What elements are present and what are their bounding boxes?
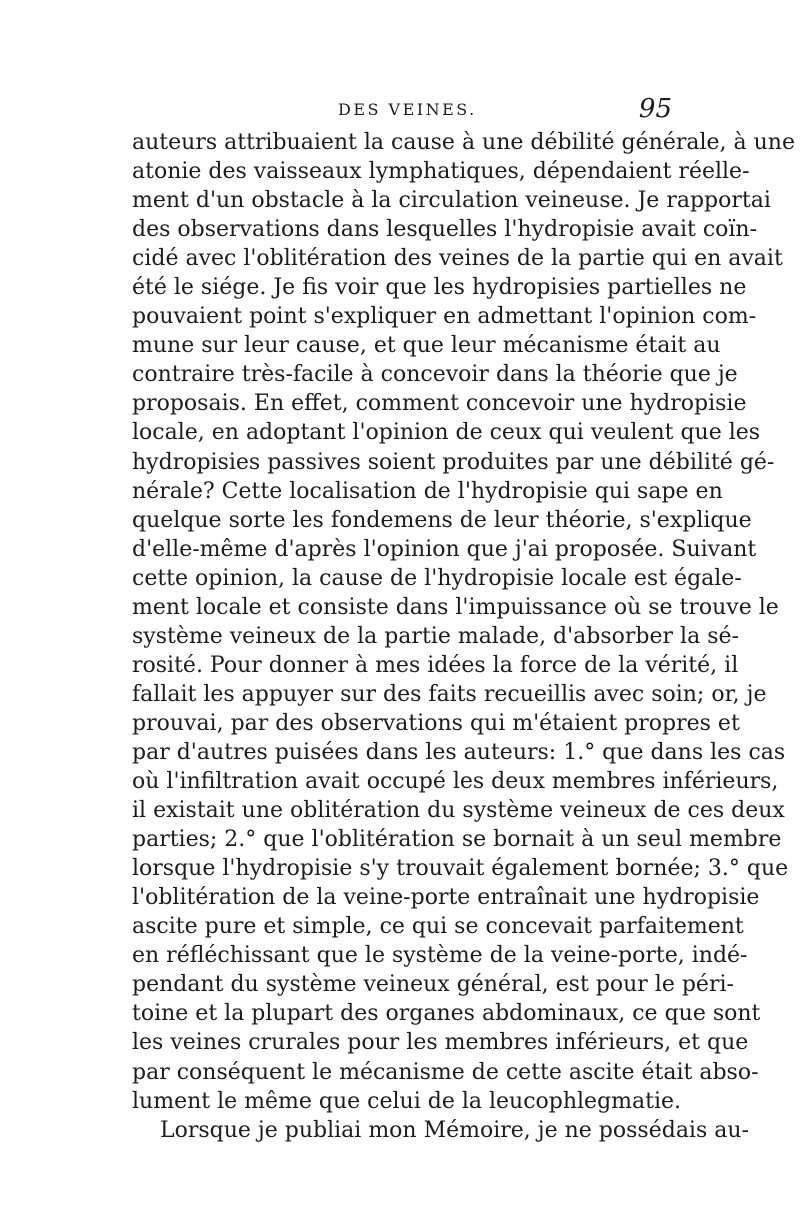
text-line: par d'autres puisées dans les auteurs: 1.° que dans les cas	[132, 739, 786, 765]
text-line: nérale? Cette localisation de l'hydropisie qui sape en	[132, 478, 723, 504]
text-line: ascite pure et simple, ce qui se concevait parfaitement	[132, 914, 744, 940]
text-line: locale, en adoptant l'opinion de ceux qui veulent que les	[132, 420, 761, 446]
text-line: cette opinion, la cause de l'hydropisie locale est égale-	[132, 565, 742, 591]
text-line: prouvai, par des observations qui m'étaient propres et	[132, 710, 740, 736]
text-line: pendant du système veineux général, est pour le péri-	[132, 972, 734, 998]
text-line: contraire très-facile à concevoir dans la théorie que je	[132, 362, 738, 388]
page-number: 95	[638, 94, 672, 124]
text-line: hydropisies passives soient produites par une débilité gé-	[132, 449, 775, 475]
text-line: proposais. En effet, comment concevoir une hydropisie	[132, 391, 747, 417]
text-line: où l'infiltration avait occupé les deux membres inférieurs,	[132, 769, 779, 795]
text-line: toine et la plupart des organes abdominaux, ce que sont	[132, 1001, 761, 1027]
text-line: lument le même que celui de la leucophlegmatie.	[132, 1088, 682, 1114]
text-line: cidé avec l'oblitération des veines de la partie qui en avait	[132, 246, 783, 272]
text-line: les veines crurales pour les membres inférieurs, et que	[132, 1030, 749, 1056]
text-line: ment d'un obstacle à la circulation veineuse. Je rapportai	[132, 188, 771, 214]
text-line: des observations dans lesquelles l'hydropisie avait coïn-	[132, 217, 758, 243]
text-line: fallait les appuyer sur des faits recueillis avec soin; or, je	[132, 681, 767, 707]
text-line: système veineux de la partie malade, d'absorber la sé-	[132, 623, 739, 649]
text-line: quelque sorte les fondemens de leur théorie, s'explique	[132, 507, 752, 533]
text-line: d'elle-même d'après l'opinion que j'ai proposée. Suivant	[132, 536, 757, 562]
text-line: il existait une oblitération du système veineux de ces deux	[132, 798, 785, 824]
running-title: DES VEINES.	[338, 100, 477, 119]
body-text	[132, 128, 795, 1145]
text-line: été le siége. Je fis voir que les hydropisies partielles ne	[132, 275, 747, 301]
text-line: parties; 2.° que l'oblitération se bornait à un seul membre	[132, 827, 782, 853]
text-line: rosité. Pour donner à mes idées la force de la vérité, il	[132, 652, 739, 678]
text-line: lorsque l'hydropisie s'y trouvait également bornée; 3.° que	[132, 856, 789, 882]
text-line: ment locale et consiste dans l'impuissance où se trouve le	[132, 594, 779, 620]
text-line: par conséquent le mécanisme de cette ascite était abso-	[132, 1059, 759, 1085]
text-line: atonie des vaisseaux lymphatiques, dépendaient réelle-	[132, 159, 750, 185]
text-line: l'oblitération de la veine-porte entraînait une hydropisie	[132, 885, 760, 911]
text-line: auteurs attribuaient la cause à une débilité générale, à une	[132, 130, 795, 155]
text-line: pouvaient point s'expliquer en admettant l'opinion com-	[132, 304, 757, 330]
text-line: Lorsque je publiai mon Mémoire, je ne possédais au-	[160, 1117, 749, 1143]
text-line: en réfléchissant que le système de la veine-porte, indé-	[132, 943, 748, 969]
text-line: mune sur leur cause, et que leur mécanisme était au	[132, 333, 721, 359]
